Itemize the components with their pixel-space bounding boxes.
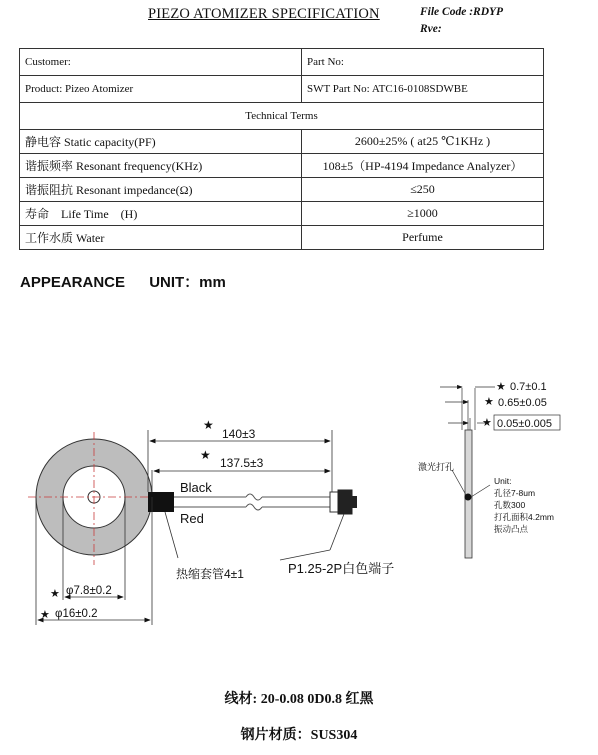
terminal-connector <box>330 490 357 514</box>
svg-text:★: ★ <box>200 448 211 462</box>
table-row <box>20 226 544 250</box>
technical-terms-header: Technical Terms <box>20 103 544 130</box>
phi78-label: φ7.8±0.2 <box>66 585 112 597</box>
table-row <box>20 130 544 154</box>
dim-07-label: 0.7±0.1 <box>510 381 547 393</box>
leader-line <box>165 512 178 558</box>
steel-material: 钢片材质：SUS304 <box>240 728 358 743</box>
terminal-label: P1.25-2P白色端子 <box>288 561 395 576</box>
dim-137-label: 137.5±3 <box>220 456 264 470</box>
table-row <box>20 103 544 130</box>
property-label: 工作水质 Water <box>20 226 302 250</box>
customer-cell: Customer: <box>20 49 302 76</box>
property-label: 谐振频率 Resonant frequency(KHz) <box>20 154 302 178</box>
disc-front-view <box>28 432 160 565</box>
disc-side-view <box>418 381 560 558</box>
spec-table <box>19 48 544 250</box>
svg-text:★: ★ <box>203 418 214 432</box>
property-value: Perfume <box>302 226 544 250</box>
technical-drawing <box>0 360 598 660</box>
wire-leads <box>174 494 330 510</box>
heat-shrink-label: 热缩套管4±1 <box>176 567 244 581</box>
table-row <box>20 178 544 202</box>
dim-065-label: 0.65±0.05 <box>498 397 547 409</box>
svg-text:★: ★ <box>484 396 494 408</box>
dim-005-label: 0.05±0.005 <box>497 418 552 430</box>
unit-note-line: 孔数300 <box>494 500 526 510</box>
document-title: PIEZO ATOMIZER SPECIFICATION <box>148 6 380 22</box>
revision-label: Rve: <box>420 23 442 35</box>
leader-line <box>280 550 330 560</box>
table-row <box>20 76 544 103</box>
file-code: File Code :RDYP <box>420 6 504 18</box>
property-value: 108±5（HP-4194 Impedance Analyzer） <box>302 154 544 178</box>
svg-text:★: ★ <box>40 609 50 621</box>
svg-text:★: ★ <box>496 381 506 393</box>
dim-140-label: 140±3 <box>222 427 256 441</box>
product-cell: Product: Pizeo Atomizer <box>20 76 302 103</box>
wire-material: 线材: 20-0.08 0D0.8 红黑 <box>224 692 374 707</box>
appearance-title: APPEARANCE <box>20 274 126 291</box>
red-wire-label: Red <box>180 511 204 526</box>
phi16-label: φ16±0.2 <box>55 608 98 620</box>
property-label: 寿命 Life Time (H) <box>20 202 302 226</box>
unit-note-line: 孔径7-8um <box>494 488 536 498</box>
table-row <box>20 202 544 226</box>
table-row <box>20 49 544 76</box>
unit-note-line: Unit: <box>494 476 512 486</box>
property-value: ≥1000 <box>302 202 544 226</box>
svg-text:★: ★ <box>482 417 492 429</box>
property-label: 谐振阻抗 Resonant impedance(Ω) <box>20 178 302 202</box>
table-row <box>20 154 544 178</box>
unit-note-line: 打孔面积4.2mm <box>494 512 554 522</box>
svg-text:★: ★ <box>50 588 60 600</box>
part-no-cell: Part No: <box>302 49 544 76</box>
dimension-140 <box>148 418 332 492</box>
laser-hole-label: 激光打孔 <box>418 462 455 472</box>
property-value: ≤250 <box>302 178 544 202</box>
black-wire-label: Black <box>180 480 212 495</box>
property-label: 静电容 Static capacity(PF) <box>20 130 302 154</box>
appearance-heading <box>20 271 226 292</box>
property-value: 2600±25% ( at25 ℃1KHz ) <box>302 130 544 154</box>
unit-label: UNIT：mm <box>149 274 226 291</box>
swt-part-cell: SWT Part No: ATC16-0108SDWBE <box>302 76 544 103</box>
dimension-137 <box>152 448 330 492</box>
unit-note-line: 振动凸点 <box>494 524 529 534</box>
leader-line <box>330 514 344 550</box>
